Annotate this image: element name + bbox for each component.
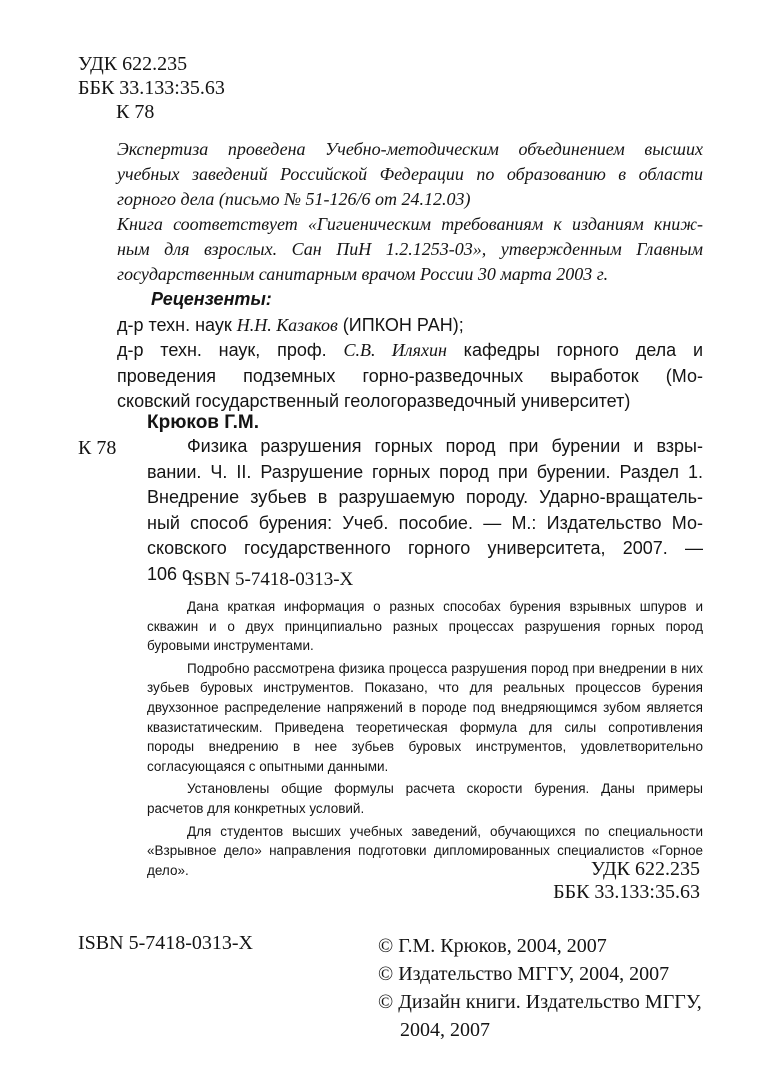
footer-udk-code: УДК 622.235	[590, 858, 700, 880]
reviewer-2-degree: д-р техн. наук, проф.	[117, 340, 344, 360]
header-classification-codes	[78, 52, 225, 124]
reviewer-1	[117, 313, 703, 339]
footer-isbn: ISBN 5-7418-0313-X	[78, 932, 253, 954]
expertise-line: Экспертиза проведена Учебно-методическим объединением высших	[117, 139, 703, 159]
abstract-paragraph: Дана краткая информация о разных способах бурения взрывных шпуров и скважин и о двух принципиально разных процессах разрушения горных пород буровыми инструментами.	[147, 599, 703, 654]
description-line: Физика разрушения горных пород при бурении и взры-	[187, 436, 703, 456]
reviewer-1-name: Н.Н. Казаков	[236, 314, 338, 335]
reviewer-2-line: сковский государственный геологоразведочный университет)	[117, 391, 631, 411]
hygiene-line: Книга соответствует «Гигиеническим требованиям к изданиям книж-	[117, 214, 703, 234]
copyright-line: © Г.М. Крюков, 2004, 2007	[378, 935, 607, 957]
abstract-paragraph: Для студентов высших учебных заведений, обучающихся по специальности «Взрывное дело» направления подготовки дипломированных специалистов «Горное дело».	[147, 823, 703, 878]
description-line: Внедрение зубьев в разрушаемую породу. Ударно-вращатель-	[147, 487, 703, 507]
author-mark: К 78	[116, 101, 155, 123]
reviewers-title: Рецензенты:	[151, 289, 272, 309]
reviewer-2-line: проведения подземных горно-разведочных выработок (Мо-	[117, 365, 703, 386]
description-line: ный способ бурения: Учеб. пособие. — М.: Издательство Мо-	[147, 512, 703, 533]
description-line: 106 с.	[147, 563, 197, 584]
copyright-line: © Издательство МГГУ, 2004, 2007	[378, 963, 670, 985]
book-isbn: ISBN 5-7418-0313-X	[187, 569, 354, 590]
udk-code: УДК 622.235	[78, 53, 188, 75]
bbk-code: ББК 33.133:35.63	[78, 77, 225, 99]
hygiene-line: государственным санитарным врачом России 30 марта 2003 г.	[117, 264, 609, 284]
expertise-line: учебных заведений Российской Федерации по образованию в области	[117, 164, 703, 184]
book-author: Крюков Г.М.	[147, 412, 260, 433]
reviewer-2-affiliation: кафедры горного дела и	[446, 340, 703, 360]
expertise-note	[117, 137, 703, 287]
copyright-line-continuation: 2004, 2007	[400, 1019, 490, 1041]
abstract-paragraph: Установлены общие формулы расчета скорости бурения. Даны примеры расчетов для конкретных условий.	[147, 781, 703, 816]
book-author-mark: К 78	[78, 437, 117, 459]
hygiene-line: ным для взрослых. Сан ПиН 1.2.1253-03», утвержденным Главным	[117, 239, 703, 259]
reviewer-2-name: С.В. Иляхин	[343, 340, 447, 360]
abstract-paragraph: Подробно рассмотрена физика процесса разрушения пород при внедрении в них зубьев буровых инструментов. Показано, что для реальных процессов бурения двухзонное распределение напряжений в породе под внедряющимся зубом является квазистатическим. Приведена теоретическая формула для силы сопротивления породы внедрению в нее зубьев буровых инструментов, удовлетворительно согласующаяся с опытными данными.	[147, 660, 703, 774]
expertise-line: горного дела (письмо № 51-126/6 от 24.12.03)	[117, 189, 471, 209]
reviewer-1-affiliation: (ИПКОН РАН);	[337, 314, 464, 335]
description-line: сковского государственного горного университета, 2007. —	[147, 538, 703, 558]
reviewer-1-degree: д-р техн. наук	[117, 314, 237, 335]
reviewers-section	[117, 287, 703, 415]
reviewer-2-line	[117, 338, 703, 364]
copyright-block	[378, 932, 708, 1044]
copyright-line: © Дизайн книги. Издательство МГГУ,	[378, 991, 702, 1013]
footer-bbk-code: ББК 33.133:35.63	[553, 881, 700, 903]
abstract	[147, 597, 703, 880]
footer-classification-codes	[520, 858, 700, 904]
description-line: вании. Ч. II. Разрушение горных пород при бурении. Раздел 1.	[147, 461, 703, 482]
book-description	[147, 434, 703, 587]
